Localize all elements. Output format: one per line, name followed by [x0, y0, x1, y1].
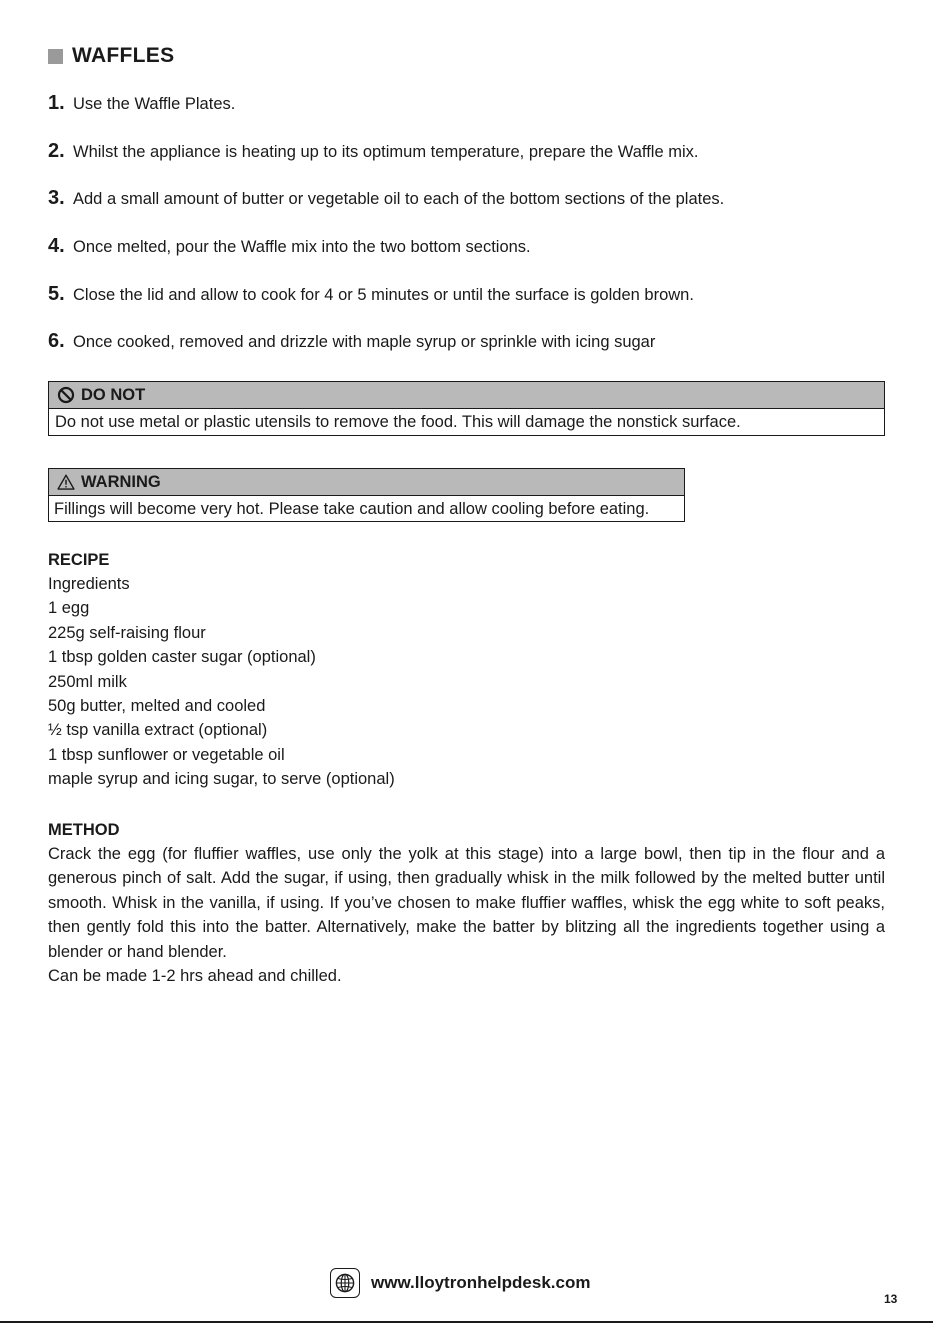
- step-number: 2.: [48, 139, 65, 162]
- ingredient-item: 1 tbsp sunflower or vegetable oil: [48, 745, 285, 764]
- step-text: Once cooked, removed and drizzle with maple syrup or sprinkle with icing sugar: [73, 333, 656, 352]
- step-text: Close the lid and allow to cook for 4 or 5 minutes or until the surface is golden brown.: [73, 285, 694, 304]
- page-title: WAFFLES: [72, 44, 175, 67]
- steps-list: [48, 92, 888, 378]
- page-number: 13: [884, 1292, 898, 1306]
- warning-triangle-icon: [57, 473, 75, 491]
- heading-square-bullet: [48, 49, 63, 64]
- helpdesk-url[interactable]: www.lloytronhelpdesk.com: [371, 1273, 591, 1292]
- page-heading: [48, 44, 174, 68]
- ingredient-item: 225g self-raising flour: [48, 623, 206, 642]
- warning-label: WARNING: [81, 472, 161, 491]
- step-text: Once melted, pour the Waffle mix into the two bottom sections.: [73, 238, 531, 257]
- step-text: Whilst the appliance is heating up to its optimum temperature, prepare the Waffle mix.: [73, 142, 699, 161]
- ingredient-item: 250ml milk: [48, 672, 127, 691]
- step-item: [48, 330, 888, 378]
- step-text: Add a small amount of butter or vegetable oil to each of the bottom sections of the plates.: [73, 190, 725, 209]
- ingredient-item: 50g butter, melted and cooled: [48, 697, 266, 716]
- step-number: 5.: [48, 282, 65, 305]
- prohibited-icon: [57, 386, 75, 404]
- method-title: METHOD: [48, 821, 120, 839]
- step-item: [48, 235, 888, 283]
- method-note: Can be made 1-2 hrs ahead and chilled.: [48, 967, 342, 986]
- ingredient-item: 1 tbsp golden caster sugar (optional): [48, 648, 316, 667]
- step-item: [48, 140, 888, 188]
- do-not-notice: [48, 381, 885, 436]
- ingredient-item: maple syrup and icing sugar, to serve (optional): [48, 770, 395, 789]
- step-number: 3.: [48, 187, 65, 210]
- step-number: 6.: [48, 330, 65, 353]
- method-section: [48, 818, 885, 988]
- recipe-section: [48, 548, 395, 792]
- ingredient-item: ½ tsp vanilla extract (optional): [48, 721, 268, 740]
- step-item: [48, 187, 888, 235]
- warning-header: [49, 469, 684, 496]
- bottom-divider: [0, 1321, 933, 1323]
- globe-icon: [330, 1268, 360, 1298]
- recipe-title: RECIPE: [48, 551, 110, 569]
- step-text: Use the Waffle Plates.: [73, 95, 236, 113]
- ingredients-subtitle: Ingredients: [48, 575, 130, 593]
- method-text: Crack the egg (for fluffier waffles, use only the yolk at this stage) into a large bowl, then tip in the flour and a generous pinch of salt. Add the sugar, if using, then gradually whisk in the milk followed by the melted butter until smooth. Whisk in the vanilla, if using. If you’ve chosen to make fluffier waffles, whisk the egg white to soft peaks, then gently fold this into the batter. Alternatively, make the batter by blitzing all the ingredients together using a blender or hand blender.: [48, 845, 885, 961]
- step-item: [48, 92, 888, 140]
- do-not-label: DO NOT: [81, 385, 146, 404]
- footer: [330, 1268, 590, 1298]
- ingredient-item: 1 egg: [48, 599, 90, 618]
- step-item: [48, 283, 888, 331]
- warning-text: Fillings will become very hot. Please take caution and allow cooling before eating.: [54, 500, 650, 518]
- step-number: 1.: [48, 92, 65, 114]
- step-number: 4.: [48, 235, 65, 258]
- do-not-header: [49, 382, 884, 409]
- warning-notice: [48, 468, 685, 522]
- do-not-text: Do not use metal or plastic utensils to remove the food. This will damage the nonstick surface.: [55, 413, 741, 431]
